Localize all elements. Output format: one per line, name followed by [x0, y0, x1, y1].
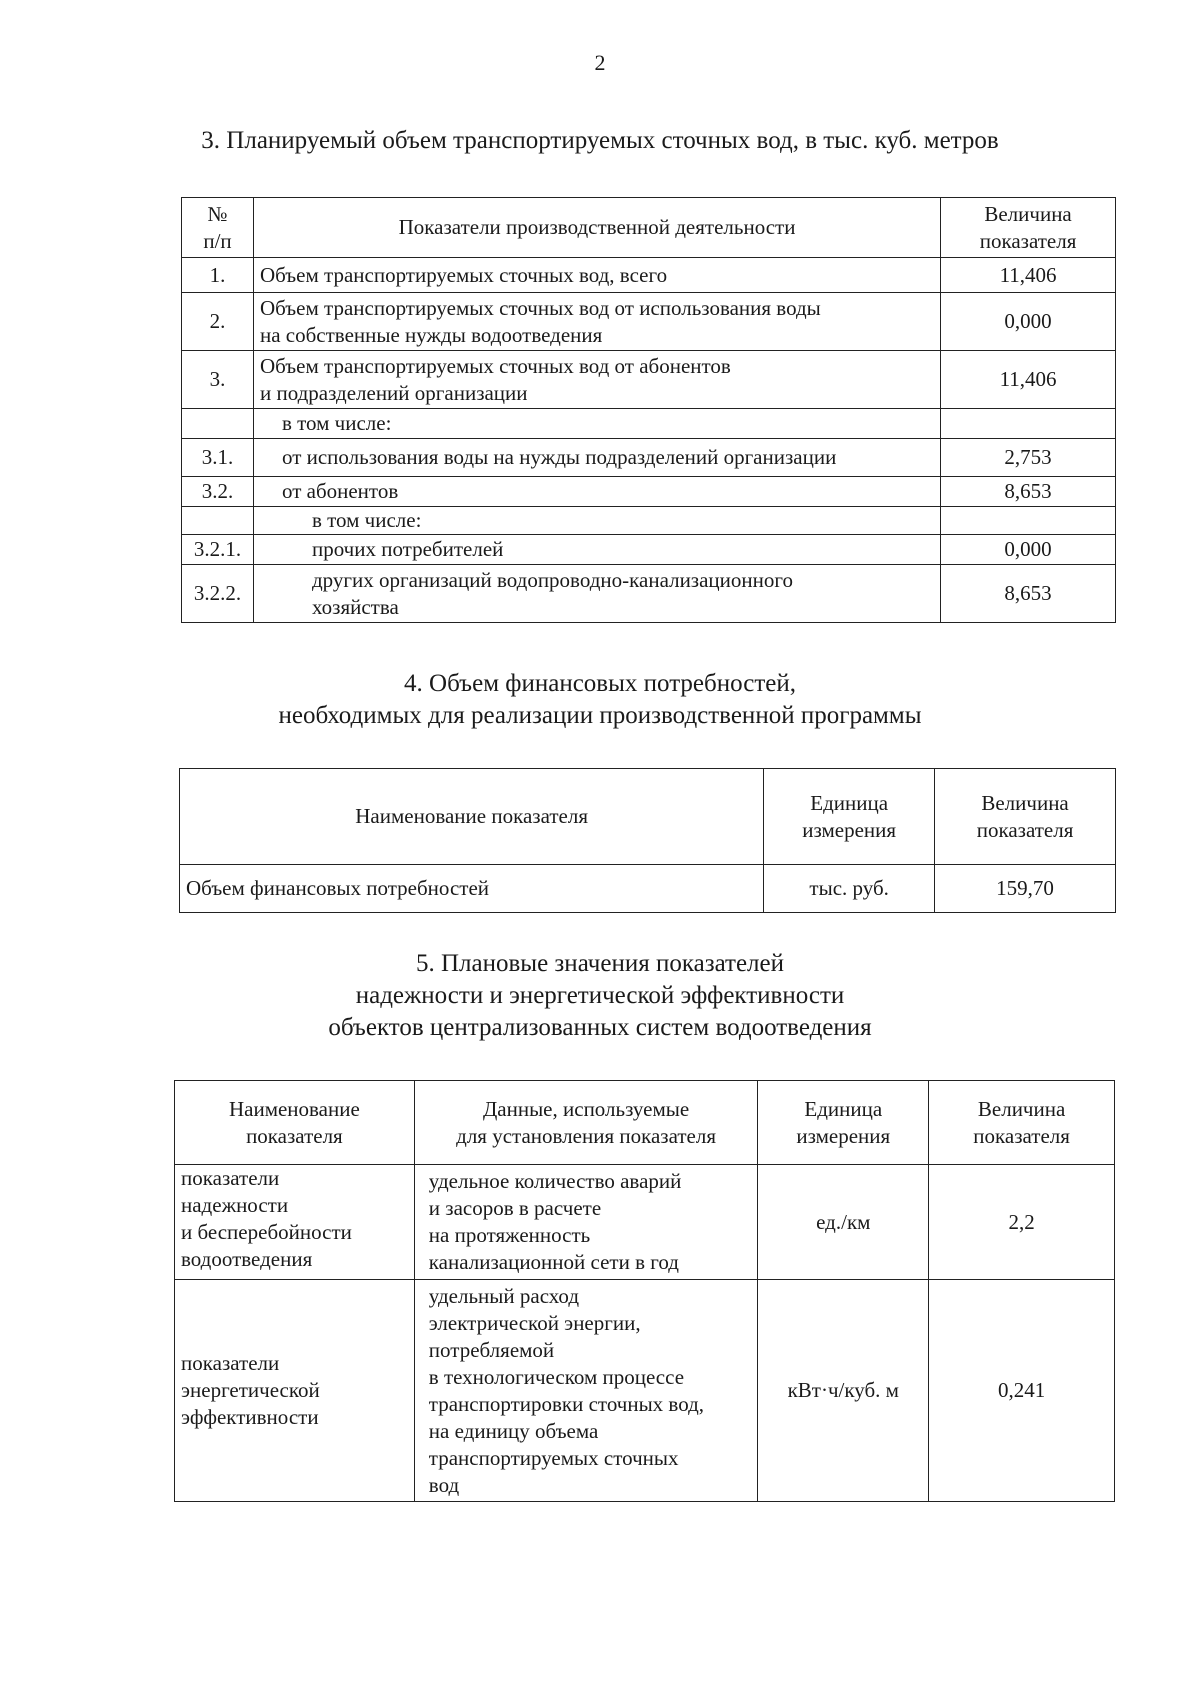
header-name: Наименование показателя	[175, 1081, 415, 1165]
section-3-title: 3. Планируемый объем транспортируемых сточных вод, в тыс. куб. метров	[201, 127, 999, 154]
row-num: 3.2.	[182, 477, 254, 507]
table-row	[182, 507, 1116, 535]
table-row	[182, 293, 1116, 351]
row-value: 0,000	[941, 535, 1116, 565]
row-num: 3.2.2.	[182, 565, 254, 623]
header-indicator: Показатели производственной деятельности	[253, 198, 940, 258]
row-label: в том числе:	[253, 409, 940, 439]
table-row	[175, 1280, 1115, 1502]
table-header-row	[175, 1081, 1115, 1165]
row-label: в том числе:	[253, 507, 940, 535]
row-value: 11,406	[941, 258, 1116, 293]
row-value: 2,753	[941, 439, 1116, 477]
section-4-title: 4. Объем финансовых потребностей, необходимых для реализации производственной программы	[278, 670, 922, 729]
row-num	[182, 507, 254, 535]
header-unit: Единица измерения	[758, 1081, 929, 1165]
row-label: прочих потребителей	[253, 535, 940, 565]
table-row	[182, 351, 1116, 409]
row-label: других организаций водопроводно-канализационного хозяйства	[253, 565, 940, 623]
row-label: Объем транспортируемых сточных вод, всего	[253, 258, 940, 293]
table-row	[180, 865, 1116, 913]
wastewater-volume-table	[181, 197, 1116, 623]
row-value: 159,70	[935, 865, 1116, 913]
row-name: Объем финансовых потребностей	[180, 865, 764, 913]
table-row	[182, 477, 1116, 507]
table-row	[182, 258, 1116, 293]
row-num: 2.	[182, 293, 254, 351]
row-unit: тыс. руб.	[764, 865, 935, 913]
table-row	[175, 1165, 1115, 1280]
row-name: показатели энергетической эффективности	[175, 1280, 415, 1502]
row-value: 0,241	[929, 1280, 1115, 1502]
row-name: показатели надежности и бесперебойности водоотведения	[175, 1165, 415, 1280]
row-data: удельное количество аварий и засоров в расчете на протяженность канализационной сети в год	[414, 1165, 758, 1280]
row-num: 3.	[182, 351, 254, 409]
header-data: Данные, используемые для установления показателя	[414, 1081, 758, 1165]
row-value	[941, 507, 1116, 535]
section-5-title: 5. Плановые значения показателей надежности и энергетической эффективности объектов централизованных систем водоотведения	[328, 950, 872, 1041]
header-value: Величина показателя	[935, 769, 1116, 865]
row-value: 11,406	[941, 351, 1116, 409]
row-num: 3.2.1.	[182, 535, 254, 565]
table-row	[182, 535, 1116, 565]
header-value: Величина показателя	[929, 1081, 1115, 1165]
row-value: 8,653	[941, 477, 1116, 507]
header-num: № п/п	[182, 198, 254, 258]
row-label: от использования воды на нужды подразделений организации	[253, 439, 940, 477]
reliability-efficiency-table	[174, 1080, 1115, 1502]
row-value	[941, 409, 1116, 439]
table-row	[182, 565, 1116, 623]
row-num: 1.	[182, 258, 254, 293]
row-value: 8,653	[941, 565, 1116, 623]
header-name: Наименование показателя	[180, 769, 764, 865]
row-unit: ед./км	[758, 1165, 929, 1280]
table-row	[182, 409, 1116, 439]
row-value: 0,000	[941, 293, 1116, 351]
row-label: от абонентов	[253, 477, 940, 507]
row-num: 3.1.	[182, 439, 254, 477]
header-value: Величина показателя	[941, 198, 1116, 258]
page-number: 2	[594, 50, 606, 75]
row-num	[182, 409, 254, 439]
table-header-row	[180, 769, 1116, 865]
row-label: Объем транспортируемых сточных вод от использования воды на собственные нужды водоотведения	[253, 293, 940, 351]
financial-needs-table	[179, 768, 1116, 913]
row-unit: кВт·ч/куб. м	[758, 1280, 929, 1502]
header-unit: Единица измерения	[764, 769, 935, 865]
row-value: 2,2	[929, 1165, 1115, 1280]
row-label: Объем транспортируемых сточных вод от абонентов и подразделений организации	[253, 351, 940, 409]
table-row	[182, 439, 1116, 477]
table-header-row	[182, 198, 1116, 258]
row-data: удельный расход электрической энергии, потребляемой в технологическом процессе транспортировки сточных вод, на единицу объема транспортируемых сточных вод	[414, 1280, 758, 1502]
